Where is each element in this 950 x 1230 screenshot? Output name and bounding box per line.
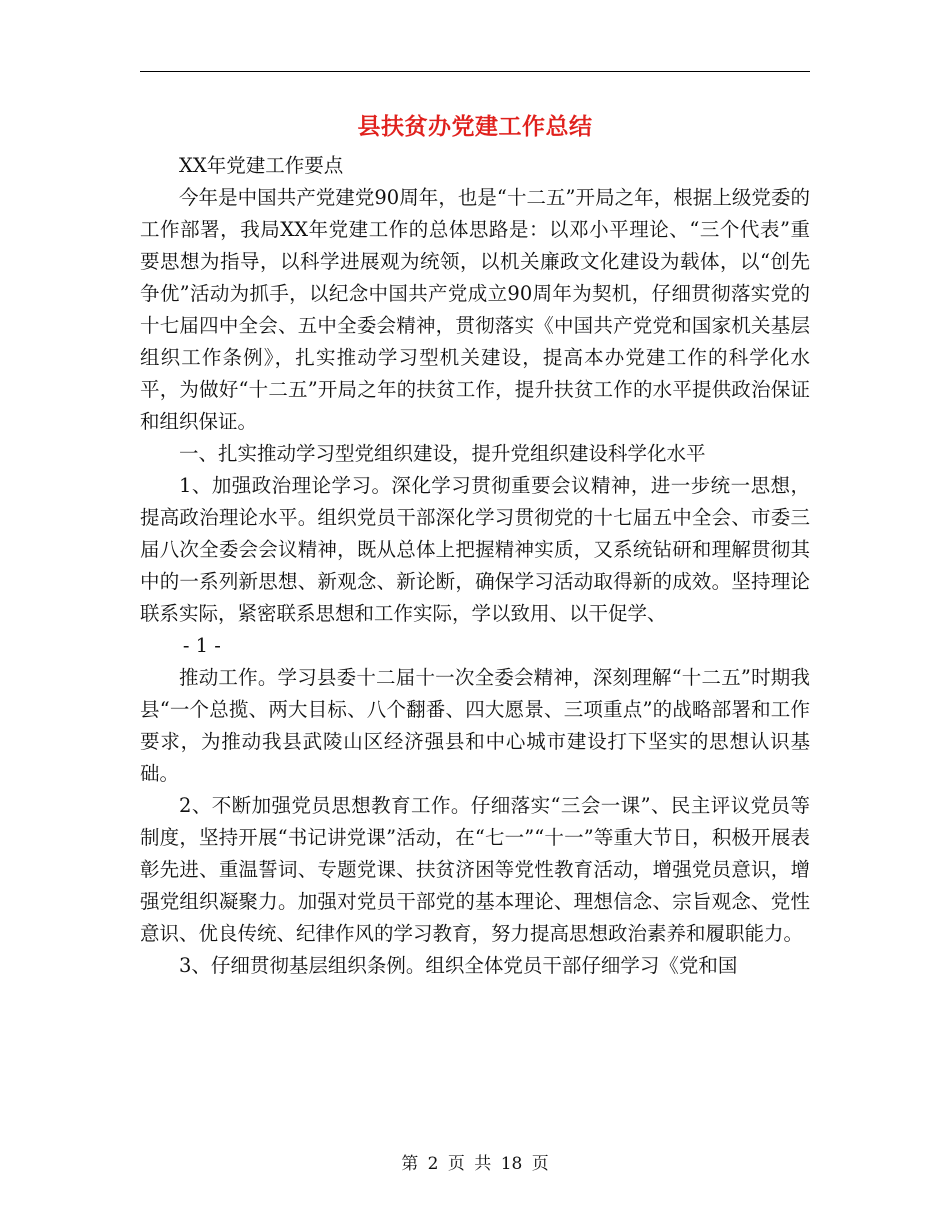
page-footer: 第 2 页 共 18 页 <box>401 1154 549 1174</box>
body-paragraph: 推动工作。学习县委十二届十一次全委会精神，深刻理解“十二五”时期我县“一个总揽、两大目标、八个翻番、四大愿景、三项重点”的战略部署和工作要求，为推动我县武陵山区经济强县和中心城市建设打下坚实的思想认识基础。 <box>140 666 810 785</box>
section-heading: 一、扎实推动学习型党组织建设，提升党组织建设科学化水平 <box>179 442 706 465</box>
header-rule <box>140 71 810 72</box>
document-body <box>140 150 810 982</box>
document-title: 县扶贫办党建工作总结 <box>357 114 593 140</box>
body-paragraph: 1、加强政治理论学习。深化学习贯彻重要会议精神，进一步统一思想，提高政治理论水平。组织党员干部深化学习贯彻党的十七届五中全会、市委三届八次全委会会议精神，既从总体上把握精神实质，又系统钻研和理解贯彻其中的一系列新思想、新观念、新论断，确保学习活动取得新的成效。坚持理论联系实际，紧密联系思想和工作实际，学以致用、以干促学、 <box>140 474 810 625</box>
body-paragraph: 2、不断加强党员思想教育工作。仔细落实“三会一课”、民主评议党员等制度，坚持开展“书记讲党课”活动，在“七一”“十一”等重大节日，积极开展表彰先进、重温誓词、专题党课、扶贫济困等党性教育活动，增强党员意识，增强党组织凝聚力。加强对党员干部党的基本理论、理想信念、宗旨观念、党性意识、优良传统、纪律作风的学习教育，努力提高思想政治素养和履职能力。 <box>140 794 810 945</box>
body-paragraph: 3、仔细贯彻基层组织条例。组织全体党员干部仔细学习《党和国 <box>179 954 738 977</box>
body-paragraph: 今年是中国共产党建党90周年，也是“十二五”开局之年，根据上级党委的工作部署，我局XX年党建工作的总体思路是：以邓小平理论、“三个代表”重要思想为指导，以科学进展观为统领，以机关廉政文化建设为载体，以“创先争优”活动为抓手，以纪念中国共产党成立90周年为契机，仔细贯彻落实党的十七届四中全会、五中全委会精神，贯彻落实《中国共产党党和国家机关基层组织工作条例》，扎实推动学习型机关建设，提高本办党建工作的科学化水平，为做好“十二五”开局之年的扶贫工作，提升扶贫工作的水平提供政治保证和组织保证。 <box>140 186 810 433</box>
section-heading: XX年党建工作要点 <box>179 154 344 177</box>
page-marker: - 1 - <box>182 634 221 657</box>
